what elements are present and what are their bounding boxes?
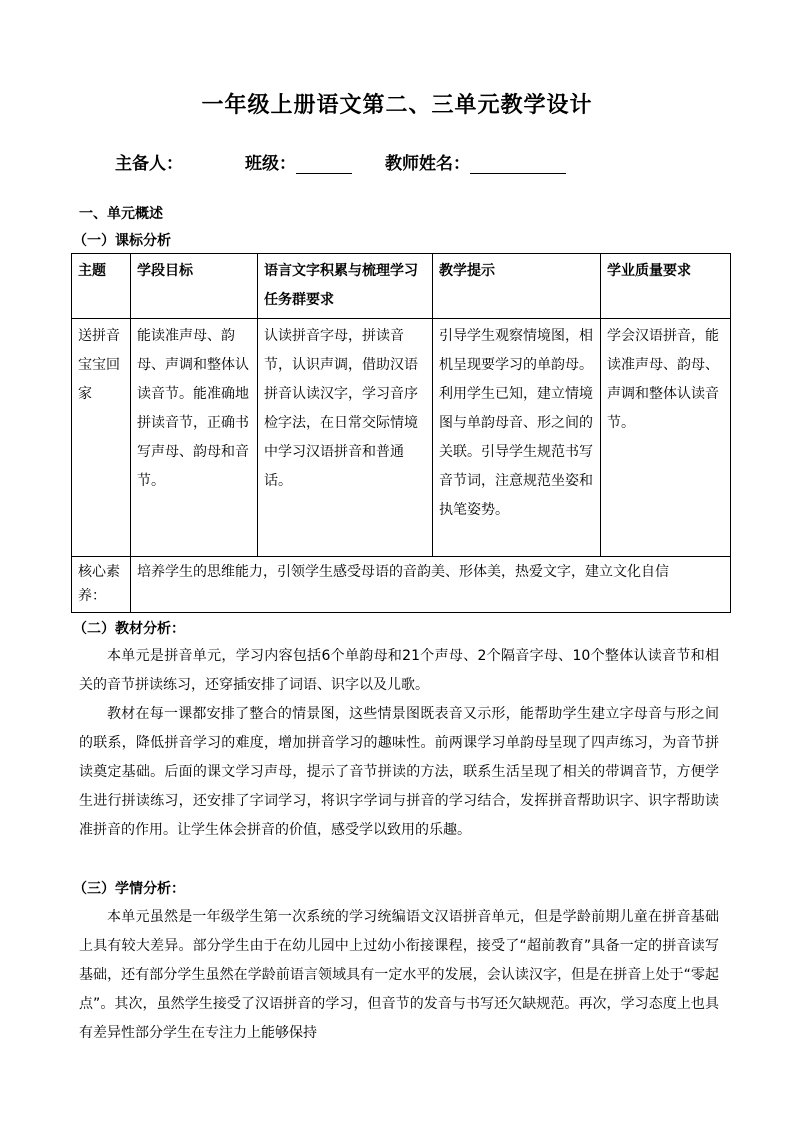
- class-label: 班级：: [245, 154, 296, 174]
- table-cell-task-requirement: 认读拼音字母，拼读音节，认识声调，借助汉语拼音认读汉字，学习音序检字法，在日常交际情境中学习汉语拼音和普通话。: [258, 319, 433, 557]
- preparer-label: 主备人：: [115, 154, 183, 174]
- document-title: 一年级上册语文第二、三单元教学设计: [201, 93, 593, 118]
- core-literacy-text: 培养学生的思维能力，引领学生感受母语的音韵美、形体美，热爱文字，建立文化自信: [131, 557, 731, 613]
- table-row: [72, 319, 731, 557]
- table-row-core-literacy: [72, 557, 731, 613]
- table-header-cell: 教学提示: [433, 254, 601, 319]
- table-header-row: [72, 254, 731, 319]
- table-cell-quality-requirement: 学会汉语拼音，能读准声母、韵母、声调和整体认读音节。: [601, 319, 731, 557]
- table-header-cell: 主题: [72, 254, 131, 319]
- table-header-cell: 语言文字积累与梳理学习任务群要求: [258, 254, 433, 319]
- student-analysis-paragraph: 本单元虽然是一年级学生第一次系统的学习统编语文汉语拼音单元，但是学龄前期儿童在拼音基础上具有较大差异。部分学生由于在幼儿园中上过幼小衔接课程，接受了“超前教育”具备一定的拼音读写基础，还有部分学生虽然在学龄前语言领域具有一定水平的发展，会认读汉字，但是在拼音上处于“零起点”。其次，虽然学生接受了汉语拼音的学习，但音节的发音与书写还欠缺规范。再次，学习态度上也具有差异性部分学生在专注力上能够保持: [79, 909, 719, 1041]
- core-literacy-label: 核心素养：: [72, 557, 131, 613]
- material-paragraph: 本单元是拼音单元，学习内容包括6个单韵母和21个声母、2个隔音字母、10个整体认读音节和相关的音节拼读练习，还穿插安排了词语、识字以及儿歌。: [79, 648, 719, 693]
- table-header-cell: 学业质量要求: [601, 254, 731, 319]
- section-heading-material: （二）教材分析：: [73, 621, 185, 637]
- section-heading-overview: 一、单元概述: [79, 206, 163, 222]
- table-cell-teaching-tips: 引导学生观察情境图，相机呈现要学习的单韵母。利用学生已知，建立情境图与单韵母音、形之间的关联。引导学生规范书写音节词，注意规范坐姿和执笔姿势。: [433, 319, 601, 557]
- curriculum-analysis-table: [71, 253, 731, 613]
- class-blank: [296, 153, 352, 174]
- teacher-field: [385, 149, 566, 174]
- section-heading-curriculum: （一）课标分析: [73, 233, 171, 249]
- table-cell-theme: 送拼音宝宝回家: [72, 319, 131, 557]
- section-heading-students: （三）学情分析：: [73, 881, 185, 897]
- document-meta-line: [0, 149, 794, 175]
- material-paragraph: 教材在每一课都安排了整合的情景图，这些情景图既表音又示形，能帮助学生建立字母音与形之间的联系，降低拼音学习的难度，增加拼音学习的趣味性。前两课学习单韵母呈现了四声练习，为音节拼读奠定基础。后面的课文学习声母，提示了音节拼读的方法，联系生活呈现了相关的带调音节，方便学生进行拼读练习，还安排了字词学习，将识字学词与拼音的学习结合，发挥拼音帮助识字、识字帮助读准拼音的作用。让学生体会拼音的价值，感受学以致用的乐趣。: [79, 706, 719, 838]
- teacher-blank: [470, 153, 566, 174]
- teacher-label: 教师姓名：: [385, 154, 470, 174]
- table-cell-stage-goal: 能读准声母、韵母、声调和整体认读音节。能准确地拼读音节，正确书写声母、韵母和音节。: [131, 319, 258, 557]
- table-header-cell: 学段目标: [131, 254, 258, 319]
- class-field: [245, 149, 352, 174]
